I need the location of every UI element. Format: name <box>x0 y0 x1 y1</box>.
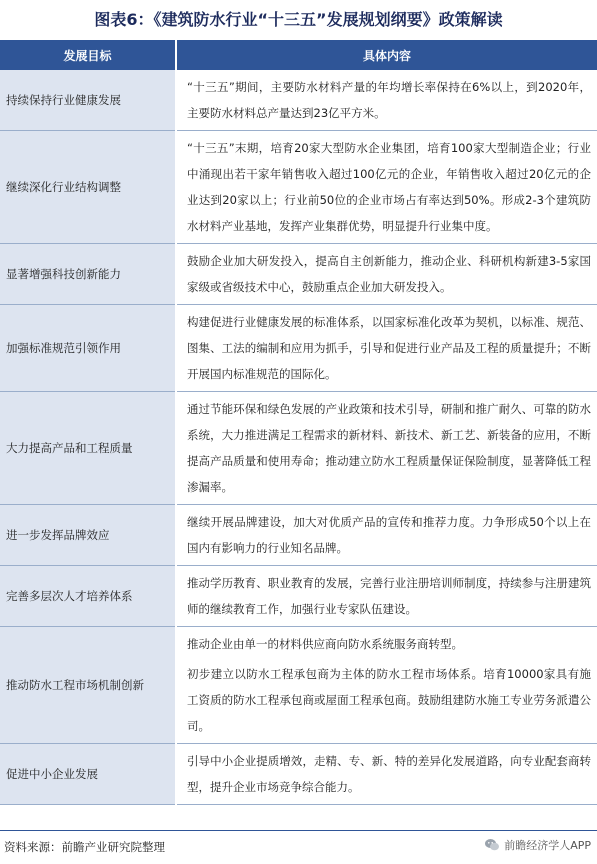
content-paragraph: 通过节能环保和绿色发展的产业政策和技术引导，研制和推广耐久、可靠的防水系统，大力推进满足工程需求的新材料、新技术、新工艺、新装备的应用，不断提高产品质量和使用寿命；推动建立防水工程质量保证保险制度，显著降低工程渗漏率。 <box>187 402 591 494</box>
goal-cell: 大力提高产品和工程质量 <box>0 392 176 505</box>
content-paragraph: 继续开展品牌建设，加大对优质产品的宣传和推荐力度。力争形成50个以上在国内有影响力的行业知名品牌。 <box>187 515 591 555</box>
content-paragraph: 推动学历教育、职业教育的发展，完善行业注册培训师制度，持续参与注册建筑师的继续教育工作，加强行业专家队伍建设。 <box>187 576 591 616</box>
content-cell <box>176 744 597 805</box>
header-goal: 发展目标 <box>0 40 176 70</box>
table-row <box>0 305 597 392</box>
content-cell <box>176 70 597 131</box>
table-row <box>0 566 597 627</box>
header-content: 具体内容 <box>176 40 597 70</box>
brand-badge <box>484 837 591 853</box>
content-cell <box>176 392 597 505</box>
goal-cell: 继续深化行业结构调整 <box>0 131 176 244</box>
table-row <box>0 70 597 131</box>
goal-cell: 持续保持行业健康发展 <box>0 70 176 131</box>
content-cell <box>176 627 597 744</box>
figure-title: 图表6：《建筑防水行业“十三五”发展规划纲要》政策解读 <box>94 9 503 29</box>
content-paragraph: 引导中小企业提质增效，走精、专、新、特的差异化发展道路，向专业配套商转型，提升企业市场竞争综合能力。 <box>187 754 591 794</box>
content-paragraph: 推动企业由单一的材料供应商向防水系统服务商转型。 <box>187 637 463 651</box>
table-row <box>0 505 597 566</box>
table-row <box>0 744 597 805</box>
content-cell <box>176 244 597 305</box>
content-cell <box>176 505 597 566</box>
table-row <box>0 131 597 244</box>
source-note: 资料来源：前瞻产业研究院整理 <box>4 840 165 854</box>
content-paragraph: “十三五”末期，培育20家大型防水企业集团，培育100家大型制造企业；行业中涌现出若干家年销售收入超过100亿元的企业，年销售收入超过20亿元的企业达到20家以上；行业前50位的企业市场占有率达到50%。形成2-3个建筑防水材料产业基地，发挥产业集群优势，明显提升行业集中度。 <box>187 141 591 233</box>
goal-cell: 进一步发挥品牌效应 <box>0 505 176 566</box>
footer <box>0 830 597 864</box>
content-cell <box>176 305 597 392</box>
table-row <box>0 627 597 744</box>
goal-cell: 加强标准规范引领作用 <box>0 305 176 392</box>
content-paragraph: “十三五”期间，主要防水材料产量的年均增长率保持在6%以上，到2020年，主要防水材料总产量达到23亿平方米。 <box>187 80 591 120</box>
content-paragraph: 鼓励企业加大研发投入，提高自主创新能力，推动企业、科研机构新建3-5家国家级或省级技术中心，鼓励重点企业加大研发投入。 <box>187 254 591 294</box>
table-row <box>0 244 597 305</box>
content-paragraph: 构建促进行业健康发展的标准体系，以国家标准化改革为契机，以标准、规范、图集、工法的编制和应用为抓手，引导和促进行业产品及工程的质量提升；不断开展国内标准规范的国际化。 <box>187 315 591 381</box>
brand-label: 前瞻经济学人APP <box>504 839 591 852</box>
goal-cell: 显著增强科技创新能力 <box>0 244 176 305</box>
content-cell <box>176 566 597 627</box>
table-row <box>0 392 597 505</box>
goal-cell: 促进中小企业发展 <box>0 744 176 805</box>
goal-cell: 推动防水工程市场机制创新 <box>0 627 176 744</box>
goal-cell: 完善多层次人才培养体系 <box>0 566 176 627</box>
content-cell <box>176 131 597 244</box>
content-paragraph: 初步建立以防水工程承包商为主体的防水工程市场体系。培育10000家具有施工资质的防水工程承包商或屋面工程承包商。鼓励组建防水施工专业劳务派遣公司。 <box>187 667 591 733</box>
policy-table <box>0 40 597 805</box>
table-header-row <box>0 40 597 70</box>
wechat-icon <box>484 837 500 853</box>
